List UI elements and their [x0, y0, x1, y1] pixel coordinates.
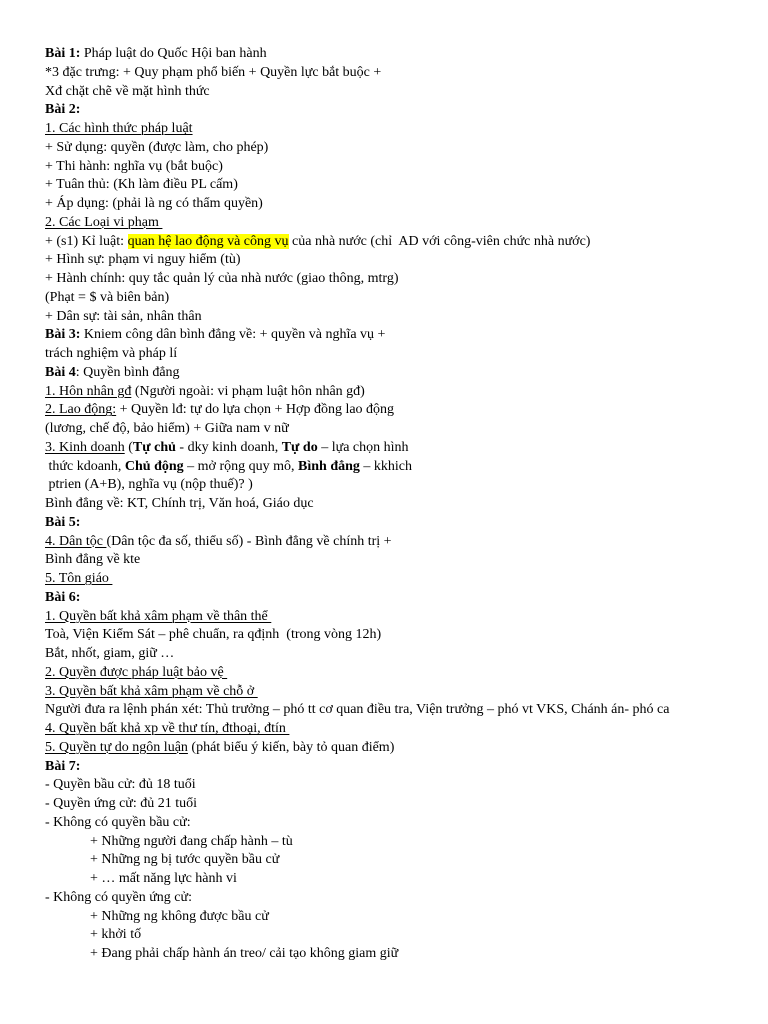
doc-line-indented: [45, 926, 768, 945]
doc-line: [45, 120, 768, 139]
section-label: Bài 3:: [45, 327, 81, 343]
list-item: + Hình sự: phạm vi nguy hiểm (tù): [45, 252, 241, 268]
doc-line: [45, 664, 768, 683]
doc-line: [45, 720, 768, 739]
line-text: Bắt, nhốt, giam, giữ …: [45, 646, 175, 661]
line-text: + Quyền lđ: tự do lựa chọn + Hợp đồng lao động: [116, 402, 395, 418]
doc-line: [45, 626, 768, 645]
doc-line: [45, 326, 768, 345]
line-text: + (s1) Kỉ luật:: [45, 233, 128, 249]
doc-line: [45, 195, 768, 214]
bold-term: Bình đẳng: [298, 458, 360, 474]
doc-line: [45, 533, 768, 552]
doc-line: [45, 776, 768, 795]
doc-line: [45, 889, 768, 908]
doc-line-indented: [45, 908, 768, 927]
doc-line: [45, 308, 768, 327]
doc-line: [45, 570, 768, 589]
bold-term: Tự do: [281, 439, 318, 455]
underlined-heading: 4. Quyền bất khả xp về thư tín, đthoại, đtín: [45, 721, 290, 736]
list-item: + Tuân thủ: (Kh làm điều PL cấm): [45, 177, 238, 193]
doc-line-indented: [45, 945, 768, 964]
sub-list-item: + … mất năng lực hành vi: [90, 871, 237, 886]
line-text: *3 đặc trưng: + Quy phạm phổ biến + Quyền lực bắt buộc +: [45, 64, 382, 80]
doc-line: [45, 814, 768, 833]
doc-line: [45, 514, 768, 533]
bold-term: Tự chủ: [132, 439, 176, 455]
doc-line: [45, 701, 768, 720]
doc-line: [45, 345, 768, 364]
doc-line-indented: [45, 833, 768, 852]
doc-line: [45, 289, 768, 308]
doc-line: [45, 589, 768, 608]
list-item: + Dân sự: tài sản, nhân thân: [45, 308, 202, 324]
highlighted-text: quan hệ lao động và công vụ: [127, 233, 289, 249]
sub-list-item: + khởi tố: [90, 927, 142, 943]
doc-line-indented: [45, 870, 768, 889]
bold-term: Chủ động: [124, 458, 184, 474]
section-label: Bài 4: [45, 364, 76, 380]
doc-line: [45, 758, 768, 777]
doc-line: [45, 795, 768, 814]
doc-line: [45, 495, 768, 514]
doc-line: [45, 139, 768, 158]
section-title: Kniem công dân bình đẳng về: + quyền và nghĩa vụ +: [80, 327, 386, 343]
doc-line: [45, 45, 768, 64]
line-text: (: [124, 439, 133, 455]
underlined-heading: 2. Các Loại vi phạm: [45, 214, 163, 230]
list-item: (Phạt = $ và biên bản): [45, 289, 170, 305]
section-label: Bài 6:: [45, 589, 81, 605]
list-item: + Áp dụng: (phải là ng có thẩm quyền): [45, 196, 263, 211]
underlined-heading: 2. Quyền được pháp luật bảo vệ: [45, 664, 228, 680]
doc-line: [45, 476, 768, 495]
doc-line: [45, 270, 768, 289]
doc-line: [45, 176, 768, 195]
line-text: thức kdoanh,: [45, 458, 125, 474]
line-text: (Dân tộc đa số, thiểu số) - Bình đẳng về chính trị +: [106, 533, 392, 549]
line-text: – mở rộng quy mô,: [183, 458, 299, 474]
doc-line: [45, 401, 768, 420]
doc-line: [45, 364, 768, 383]
line-text: Toà, Viện Kiểm Sát – phê chuẩn, ra qđịnh (trong vòng 12h): [45, 627, 382, 643]
doc-line-indented: [45, 851, 768, 870]
doc-line: [45, 158, 768, 177]
doc-line: [45, 420, 768, 439]
doc-line: [45, 251, 768, 270]
line-text: – kkhich: [359, 458, 413, 474]
line-text: (lương, chế độ, bảo hiểm) + Giữa nam v nữ: [45, 421, 289, 436]
doc-line: [45, 383, 768, 402]
sub-list-item: + Những ng bị tước quyền bầu cử: [90, 852, 280, 868]
underlined-heading: 3. Kinh doanh: [45, 439, 125, 455]
doc-line: [45, 608, 768, 627]
section-label: Bài 7:: [45, 758, 81, 774]
list-item: - Quyền ứng cử: đủ 21 tuổi: [45, 796, 198, 811]
sub-list-item: + Đang phải chấp hành án treo/ cải tạo không giam giữ: [90, 946, 399, 961]
line-text: trách nghiệm và pháp lí: [45, 346, 178, 361]
doc-line: [45, 83, 768, 102]
list-item: - Quyền bầu cử: đủ 18 tuổi: [45, 777, 196, 793]
line-text: - dky kinh doanh,: [175, 439, 282, 455]
list-item: + Thi hành: nghĩa vụ (bắt buộc): [45, 158, 223, 174]
section-label: Bài 5:: [45, 514, 81, 530]
line-text: Bình đẳng về: KT, Chính trị, Văn hoá, Giáo dục: [45, 496, 314, 511]
underlined-heading: 1. Hôn nhân gđ: [45, 383, 132, 399]
list-item: - Không có quyền bầu cử:: [45, 814, 191, 830]
underlined-heading: 3. Quyền bất khả xâm phạm về chỗ ở: [45, 683, 258, 699]
doc-line: [45, 214, 768, 233]
list-item: + Hành chính: quy tắc quản lý của nhà nước (giao thông, mtrg): [45, 271, 399, 286]
sub-list-item: + Những ng không được bầu cử: [90, 908, 269, 924]
line-text: Người đưa ra lệnh phán xét: Thủ trưởng – phó tt cơ quan điều tra, Viện trưởng – phó vt VKS, Chánh án- phó ca: [45, 702, 670, 718]
underlined-heading: 1. Các hình thức pháp luật: [45, 121, 193, 136]
section-label: Bài 1:: [45, 46, 81, 61]
section-title: : Quyền bình đẳng: [75, 364, 180, 380]
doc-line: [45, 683, 768, 702]
line-text: – lựa chọn hình: [317, 439, 409, 455]
doc-line: [45, 101, 768, 120]
doc-line: [45, 458, 768, 477]
line-text: của nhà nước (chỉ AD với công-viên chức nhà nước): [288, 233, 591, 249]
doc-line: [45, 739, 768, 758]
doc-line: [45, 645, 768, 664]
line-text: (phát biểu ý kiến, bày tỏ quan điểm): [187, 739, 395, 755]
sub-list-item: + Những người đang chấp hành – tù: [90, 833, 293, 849]
line-text: Bình đẳng về kte: [45, 552, 141, 568]
line-text: ptrien (A+B), nghĩa vụ (nộp thuế)? ): [45, 477, 253, 493]
section-title: Pháp luật do Quốc Hội ban hành: [80, 46, 267, 61]
underlined-heading: 2. Lao động:: [45, 402, 117, 418]
doc-line: [45, 233, 768, 252]
underlined-heading: 1. Quyền bất khả xâm phạm về thân thể: [45, 608, 272, 624]
line-text: (Người ngoài: vi phạm luật hôn nhân gđ): [131, 383, 365, 399]
underlined-heading: 5. Tôn giáo: [45, 571, 113, 586]
line-text: Xđ chặt chẽ về mặt hình thức: [45, 83, 210, 99]
section-label: Bài 2:: [45, 102, 81, 118]
underlined-heading: 5. Quyền tự do ngôn luận: [45, 739, 188, 755]
underlined-heading: 4. Dân tộc: [45, 533, 107, 549]
list-item: - Không có quyền ứng cử:: [45, 889, 192, 905]
doc-line: [45, 439, 768, 458]
list-item: + Sử dụng: quyền (được làm, cho phép): [45, 139, 269, 155]
doc-line: [45, 551, 768, 570]
doc-line: [45, 64, 768, 83]
